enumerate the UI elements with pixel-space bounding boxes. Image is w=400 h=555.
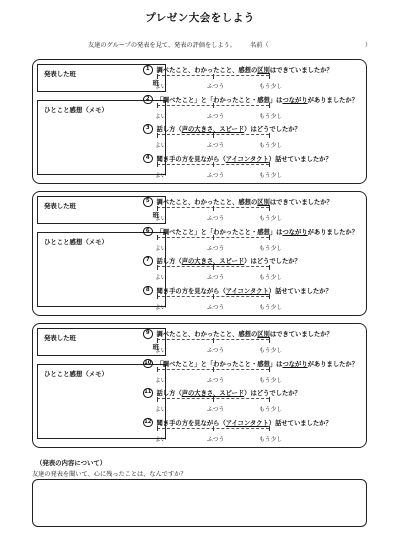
question-keyword: 区別 [257, 331, 270, 338]
question-suffix: がありましたか？ [307, 360, 358, 368]
ban-suffix: 班 [152, 343, 159, 351]
rating-scale-line[interactable] [157, 296, 269, 297]
rating-label-good: よい [155, 216, 167, 222]
rating-tick-ok[interactable] [213, 74, 214, 79]
question-item [143, 329, 363, 355]
ban-suffix: 班 [152, 211, 159, 219]
question-number: 12 [143, 418, 153, 428]
question-keyword: 区別 [257, 199, 270, 206]
rating-tick-more[interactable] [269, 103, 270, 108]
rating-tick-ok[interactable] [213, 235, 214, 240]
rating-label-more: もう少し [259, 113, 283, 120]
group-label: 発表した班 [44, 202, 76, 210]
evaluation-group [32, 323, 367, 448]
ban-suffix: 班 [152, 79, 159, 87]
question-keyword: つながり [282, 228, 308, 236]
question-suffix: ）はどうでしたか？ [244, 126, 301, 133]
rating-label-good: よい [155, 304, 167, 311]
rating-scale-line[interactable] [157, 398, 269, 399]
rating-scale-line[interactable] [157, 428, 269, 429]
rating-label-more: もう少し [259, 245, 283, 252]
memo-label: ひとこと感想（メモ） [44, 370, 108, 378]
question-number: 1 [143, 65, 153, 75]
rating-tick-good[interactable] [157, 367, 158, 372]
question-item [143, 197, 363, 223]
question-number: 7 [143, 256, 153, 266]
question-prefix: 「調べたこと」と「わかったこと・感想」は [156, 360, 283, 368]
rating-tick-more[interactable] [269, 367, 270, 372]
rating-label-good: よい [155, 436, 167, 443]
rating-label-good: よい [155, 172, 167, 179]
question-number: 2 [143, 95, 153, 105]
rating-label-more: もう少し [259, 275, 283, 281]
rating-tick-more[interactable] [269, 235, 270, 240]
rating-label-good: よい [155, 113, 167, 120]
rating-scale-line[interactable] [157, 134, 269, 135]
rating-tick-good[interactable] [157, 235, 158, 240]
rating-label-more: もう少し [259, 84, 283, 90]
question-prefix: 「調べたこと」と「わかったこと・感想」は [156, 228, 283, 236]
rating-tick-ok[interactable] [213, 294, 214, 299]
question-text [143, 197, 333, 207]
question-number: 9 [143, 329, 153, 339]
evaluation-group [32, 59, 367, 184]
question-text [143, 154, 332, 164]
rating-label-ok: ふつう [207, 377, 225, 384]
rating-scale-line[interactable] [157, 75, 269, 76]
rating-scale-line[interactable] [157, 207, 269, 208]
summary-answer-box[interactable] [32, 479, 367, 527]
question-suffix: ）はどうでしたか？ [244, 258, 301, 265]
question-item [143, 227, 363, 253]
question-suffix: ）話せていましたか？ [268, 419, 332, 427]
rating-tick-more[interactable] [269, 397, 270, 402]
rating-tick-good[interactable] [157, 162, 158, 167]
instruction-text: 友達のグループの発表を見て、発表の評価をしよう。 [88, 42, 236, 49]
question-text [143, 95, 358, 105]
rating-label-ok: ふつう [207, 216, 225, 222]
rating-label-good: よい [155, 84, 167, 90]
question-number: 10 [143, 359, 153, 369]
question-number: 8 [143, 286, 153, 296]
rating-label-good: よい [155, 143, 167, 149]
rating-tick-more[interactable] [269, 265, 270, 270]
question-prefix: 調べたこと、わかったこと、感想の [156, 199, 258, 206]
rating-label-good: よい [155, 245, 167, 252]
question-keyword: 区別 [257, 67, 270, 74]
rating-label-ok: ふつう [207, 143, 225, 149]
rating-tick-ok[interactable] [213, 265, 214, 270]
rating-label-ok: ふつう [207, 436, 225, 443]
question-text [143, 418, 332, 428]
question-text [143, 286, 332, 296]
rating-tick-more[interactable] [269, 74, 270, 79]
rating-label-good: よい [155, 377, 167, 384]
rating-label-ok: ふつう [207, 348, 225, 354]
rating-tick-good[interactable] [157, 265, 158, 270]
question-suffix: ）話せていましたか？ [268, 287, 332, 295]
question-item [143, 65, 363, 91]
question-item [143, 95, 363, 121]
rating-scale-line[interactable] [157, 369, 269, 370]
rating-tick-good[interactable] [157, 294, 158, 299]
page-title: プレゼン大会をしよう [145, 12, 255, 24]
question-prefix: 「調べたこと」と「わかったこと・感想」は [156, 96, 283, 104]
question-number: 6 [143, 227, 153, 237]
question-item [143, 124, 363, 150]
rating-tick-good[interactable] [157, 426, 158, 431]
question-keyword: 声の大きさ、スピード [181, 126, 245, 133]
question-item [143, 286, 363, 312]
question-text [143, 124, 301, 134]
evaluation-group [32, 191, 367, 316]
question-keyword: 声の大きさ、スピード [181, 258, 245, 265]
question-keyword: アイコンタクト [225, 419, 269, 427]
question-prefix: 聞き手の方を見ながら（ [156, 155, 226, 163]
question-keyword: つながり [282, 360, 308, 368]
rating-label-ok: ふつう [207, 407, 225, 413]
memo-label: ひとこと感想（メモ） [44, 106, 108, 114]
rating-tick-ok[interactable] [213, 162, 214, 167]
question-text [143, 65, 333, 75]
question-prefix: 調べたこと、わかったこと、感想の [156, 331, 258, 338]
rating-tick-ok[interactable] [213, 338, 214, 343]
rating-label-good: よい [155, 407, 167, 413]
question-keyword: つながり [282, 96, 308, 104]
question-prefix: 調べたこと、わかったこと、感想の [156, 67, 258, 74]
rating-tick-more[interactable] [269, 206, 270, 211]
question-prefix: 話し方（ [156, 258, 182, 265]
summary-question: 友達の発表を聞いて、心に残ったことは、なんですか？ [32, 471, 187, 478]
rating-label-ok: ふつう [207, 172, 225, 179]
rating-tick-good[interactable] [157, 133, 158, 138]
question-number: 3 [143, 124, 153, 134]
rating-scale-line[interactable] [157, 266, 269, 267]
rating-tick-ok[interactable] [213, 397, 214, 402]
rating-tick-ok[interactable] [213, 367, 214, 372]
question-item [143, 418, 363, 444]
rating-tick-good[interactable] [157, 397, 158, 402]
rating-tick-ok[interactable] [213, 206, 214, 211]
question-number: 11 [143, 388, 153, 398]
question-item [143, 256, 363, 282]
rating-label-more: もう少し [259, 304, 283, 311]
question-text [143, 388, 301, 398]
question-text [143, 329, 333, 339]
name-paren-close: ） [365, 42, 372, 49]
question-suffix: ）話せていましたか？ [268, 155, 332, 163]
question-text [143, 256, 301, 266]
question-suffix: がありましたか？ [307, 228, 358, 236]
rating-label-more: もう少し [259, 436, 283, 443]
rating-label-ok: ふつう [207, 275, 225, 281]
rating-label-more: もう少し [259, 348, 283, 354]
question-suffix: はできていましたか？ [269, 67, 333, 74]
rating-tick-more[interactable] [269, 133, 270, 138]
question-text [143, 227, 358, 237]
question-prefix: 話し方（ [156, 390, 182, 397]
rating-tick-good[interactable] [157, 338, 158, 343]
question-suffix: がありましたか？ [307, 96, 358, 104]
question-item [143, 388, 363, 414]
rating-tick-ok[interactable] [213, 103, 214, 108]
rating-tick-more[interactable] [269, 162, 270, 167]
rating-label-ok: ふつう [207, 113, 225, 120]
rating-label-good: よい [155, 275, 167, 281]
rating-label-ok: ふつう [207, 245, 225, 252]
rating-label-more: もう少し [259, 407, 283, 413]
memo-label: ひとこと感想（メモ） [44, 238, 108, 246]
name-label: 名前（ [250, 42, 269, 49]
rating-scale-line[interactable] [157, 339, 269, 340]
rating-label-more: もう少し [259, 216, 283, 222]
question-number: 5 [143, 197, 153, 207]
rating-label-ok: ふつう [207, 84, 225, 90]
rating-scale-line[interactable] [157, 164, 269, 165]
rating-label-more: もう少し [259, 143, 283, 149]
rating-label-more: もう少し [259, 172, 283, 179]
rating-tick-good[interactable] [157, 103, 158, 108]
question-number: 4 [143, 154, 153, 164]
rating-scale-line[interactable] [157, 105, 269, 106]
question-text [143, 359, 358, 369]
rating-tick-more[interactable] [269, 294, 270, 299]
question-suffix: ）はどうでしたか？ [244, 390, 301, 397]
question-prefix: 聞き手の方を見ながら（ [156, 287, 226, 295]
question-prefix: 話し方（ [156, 126, 182, 133]
rating-tick-ok[interactable] [213, 426, 214, 431]
question-keyword: 声の大きさ、スピード [181, 390, 245, 397]
question-suffix: はできていましたか？ [269, 199, 333, 206]
question-item [143, 154, 363, 180]
question-item [143, 359, 363, 385]
question-prefix: 聞き手の方を見ながら（ [156, 419, 226, 427]
summary-title: （発表の内容について） [36, 459, 107, 467]
rating-tick-ok[interactable] [213, 133, 214, 138]
question-keyword: アイコンタクト [225, 287, 269, 295]
rating-label-more: もう少し [259, 377, 283, 384]
group-label: 発表した班 [44, 70, 76, 78]
rating-label-ok: ふつう [207, 304, 225, 311]
group-label: 発表した班 [44, 334, 76, 342]
rating-tick-good[interactable] [157, 206, 158, 211]
question-keyword: アイコンタクト [225, 155, 269, 163]
rating-tick-more[interactable] [269, 426, 270, 431]
rating-tick-good[interactable] [157, 74, 158, 79]
rating-scale-line[interactable] [157, 237, 269, 238]
question-suffix: はできていましたか？ [269, 331, 333, 338]
rating-tick-more[interactable] [269, 338, 270, 343]
rating-label-good: よい [155, 348, 167, 354]
